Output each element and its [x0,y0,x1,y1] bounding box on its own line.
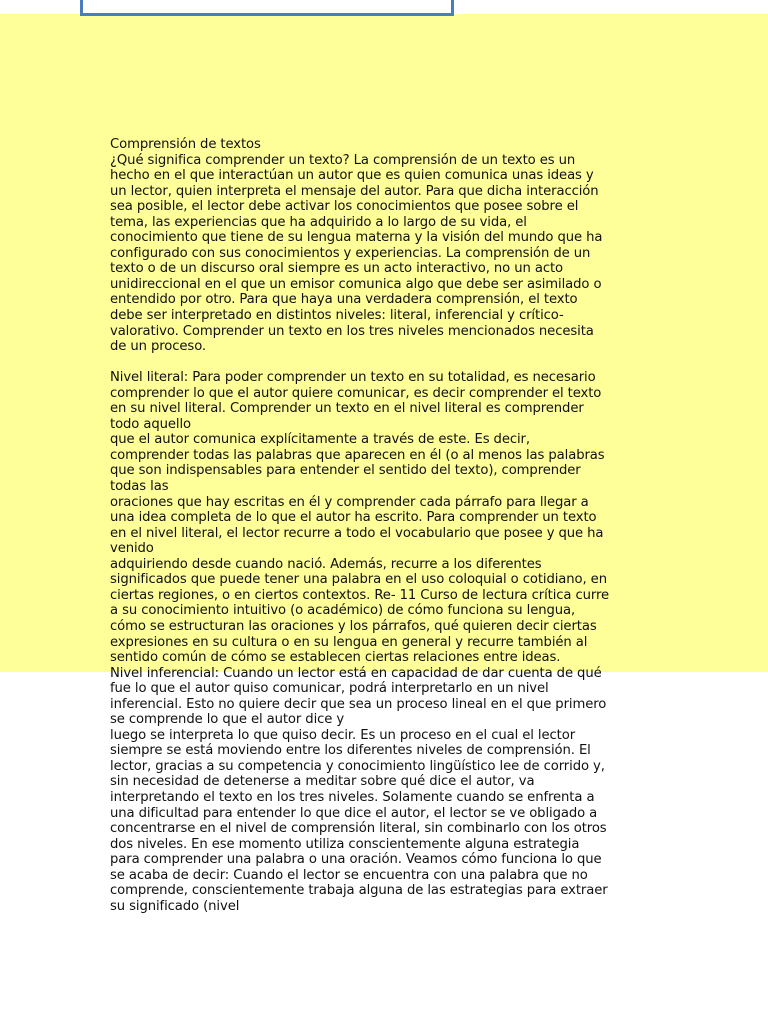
text-line: expresiones en su cultura o en su lengua en general y recurre también al [110,634,588,650]
text-line: sea posible, el lector debe activar los conocimientos que posee sobre el [110,199,579,215]
text-line: en el nivel literal, el lector recurre a todo el vocabulario que posee y que ha [110,525,604,541]
text-line: que son indispensables para entender el sentido del texto), comprender [110,463,581,479]
text-line: a su conocimiento intuitivo (o académico) de cómo funciona su lengua, [110,603,576,619]
text-line: de un proceso. [110,339,207,355]
text-line: comprender lo que el autor quiere comunicar, es decir comprender el texto [110,385,602,401]
paragraph-levels [110,370,658,914]
text-line: venido [110,541,154,557]
text-line: una dificultad para entender lo que dice el autor, el lector se ve obligado a [110,805,598,821]
text-line: valorativo. Comprender un texto en los tres niveles mencionados necesita [110,323,594,339]
text-line: fue lo que el autor quiso comunicar, podrá interpretarlo en un nivel [110,681,549,697]
text-line: oraciones que hay escritas en él y comprender cada párrafo para llegar a [110,494,589,510]
text-line: ciertas regiones, o en ciertos contextos. Re- 11 Curso de lectura crítica curre [110,587,610,603]
header-frame [80,0,454,16]
text-line: comprende, conscientemente trabaja alguna de las estrategias para extraer [110,883,608,899]
text-line: hecho en el que interactúan un autor que es quien comunica unas ideas y [110,168,594,184]
text-line: Nivel literal: Para poder comprender un texto en su totalidad, es necesario [110,370,596,386]
document-body [110,137,658,914]
text-line: adquiriendo desde cuando nació. Además, recurre a los diferentes [110,556,542,572]
text-line: en su nivel literal. Comprender un texto en el nivel literal es comprender [110,401,584,417]
document-title: Comprensión de textos [110,137,261,152]
text-line: dos niveles. En ese momento utiliza conscientemente alguna estrategia [110,836,580,852]
text-line: lector, gracias a su competencia y conocimiento lingüístico lee de corrido y, [110,758,605,774]
text-line: sin necesidad de detenerse a meditar sobre qué dice el autor, va [110,774,535,790]
text-line: significados que puede tener una palabra en el uso coloquial o cotidiano, en [110,572,607,588]
text-line: luego se interpreta lo que quiso decir. Es un proceso en el cual el lector [110,727,576,743]
text-line: todo aquello [110,416,191,432]
text-line: unidireccional en el que un emisor comunica algo que debe ser asimilado o [110,276,602,292]
text-line: sentido común de cómo se establecen ciertas relaciones entre ideas. [110,650,561,666]
text-line: comprender todas las palabras que aparecen en él (o al menos las palabras [110,447,605,463]
text-line: se comprende lo que el autor dice y [110,712,345,728]
text-line: ¿Qué significa comprender un texto? La comprensión de un texto es un [110,152,576,168]
text-line: interpretando el texto en los tres niveles. Solamente cuando se enfrenta a [110,789,595,805]
text-line: inferencial. Esto no quiere decir que sea un proceso lineal en el que primero [110,696,607,712]
text-line: conocimiento que tiene de su lengua materna y la visión del mundo que ha [110,230,603,246]
text-line: siempre se está moviendo entre los diferentes niveles de comprensión. El [110,743,591,759]
text-line: debe ser interpretado en distintos niveles: literal, inferencial y crítico- [110,308,564,324]
text-line: todas las [110,479,169,495]
text-line: cómo se estructuran las oraciones y los párrafos, qué quieren decir ciertas [110,618,597,634]
text-line: tema, las experiencias que ha adquirido a lo largo de su vida, el [110,214,527,230]
paragraph-spacer [110,355,658,371]
text-line: para comprender una palabra o una oración. Veamos cómo funciona lo que [110,852,602,868]
paragraph-intro [110,153,658,355]
text-line: entendido por otro. Para que haya una verdadera comprensión, el texto [110,292,578,308]
text-line: un lector, quien interpreta el mensaje del autor. Para que dicha interacción [110,183,599,199]
text-line: Nivel inferencial: Cuando un lector está en capacidad de dar cuenta de qué [110,665,602,681]
text-line: su significado (nivel [110,898,240,914]
text-line: que el autor comunica explícitamente a través de este. Es decir, [110,432,530,448]
text-line: concentrarse en el nivel de comprensión literal, sin combinarlo con los otros [110,821,607,837]
text-line: una idea completa de lo que el autor ha escrito. Para comprender un texto [110,510,597,526]
text-line: configurado con sus conocimientos y experiencias. La comprensión de un [110,245,591,261]
text-line: texto o de un discurso oral siempre es un acto interactivo, no un acto [110,261,564,277]
text-line: se acaba de decir: Cuando el lector se encuentra con una palabra que no [110,867,588,883]
